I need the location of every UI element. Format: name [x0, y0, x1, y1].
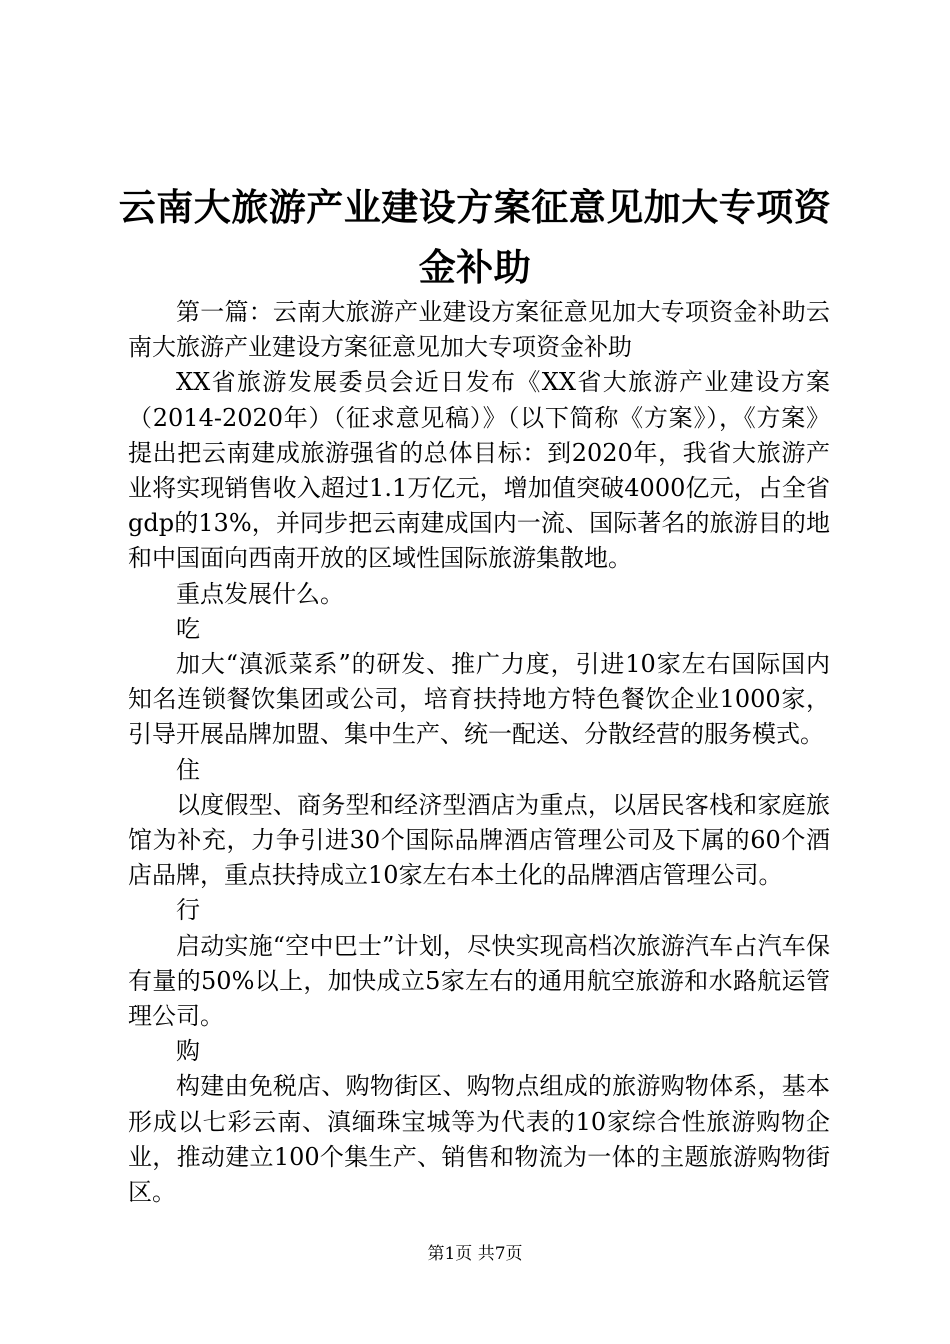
paragraph-shop: 构建由免税店、购物街区、购物点组成的旅游购物体系，基本形成以七彩云南、滇缅珠宝城等为代表的10家综合性旅游购物企业，推动建立100个集生产、销售和物流为一体的主题旅游购物街区。: [128, 1072, 830, 1207]
paragraph-stay: 以度假型、商务型和经济型酒店为重点，以居民客栈和家庭旅馆为补充，力争引进30个国际品牌酒店管理公司及下属的60个酒店品牌，重点扶持成立10家左右本土化的品牌酒店管理公司。: [128, 790, 830, 890]
paragraph-heading-stay: 住: [176, 755, 200, 784]
paragraph-heading-eat: 吃: [176, 614, 200, 643]
paragraph-focus-heading: 重点发展什么。: [176, 579, 344, 608]
page-number-footer: 第1页 共7页: [427, 1244, 523, 1264]
paragraph-travel: 启动实施“空中巴士”计划，尽快实现高档次旅游汽车占汽车保有量的50%以上，加快成立5家左右的通用航空旅游和水路航运管理公司。: [128, 931, 830, 1031]
paragraph-eat: 加大“滇派菜系”的研发、推广力度，引进10家左右国际国内知名连锁餐饮集团或公司，培育扶持地方特色餐饮企业1000家，引导开展品牌加盟、集中生产、统一配送、分散经营的服务模式。: [128, 650, 830, 749]
paragraph-heading-shop: 购: [176, 1037, 200, 1066]
paragraph-overview: XX省旅游发展委员会近日发布《XX省大旅游产业建设方案（2014-2020年）（征求意见稿）》（以下简称《方案》），《方案》提出把云南建成旅游强省的总体目标：到2020年，我省大旅游产业将实现销售收入超过1.1万亿元，增加值突破4000亿元，占全省gdp的13%，并同步把云南建成国内一流、国际著名的旅游目的地和中国面向西南开放的区域性国际旅游集散地。: [128, 368, 830, 573]
paragraph-heading-travel: 行: [176, 896, 200, 925]
document-body: [128, 295, 830, 1210]
document-title: 云南大旅游产业建设方案征意见加大专项资金补助: [118, 186, 832, 289]
paragraph-intro: 第一篇：云南大旅游产业建设方案征意见加大专项资金补助云南大旅游产业建设方案征意见加大专项资金补助: [128, 298, 830, 362]
